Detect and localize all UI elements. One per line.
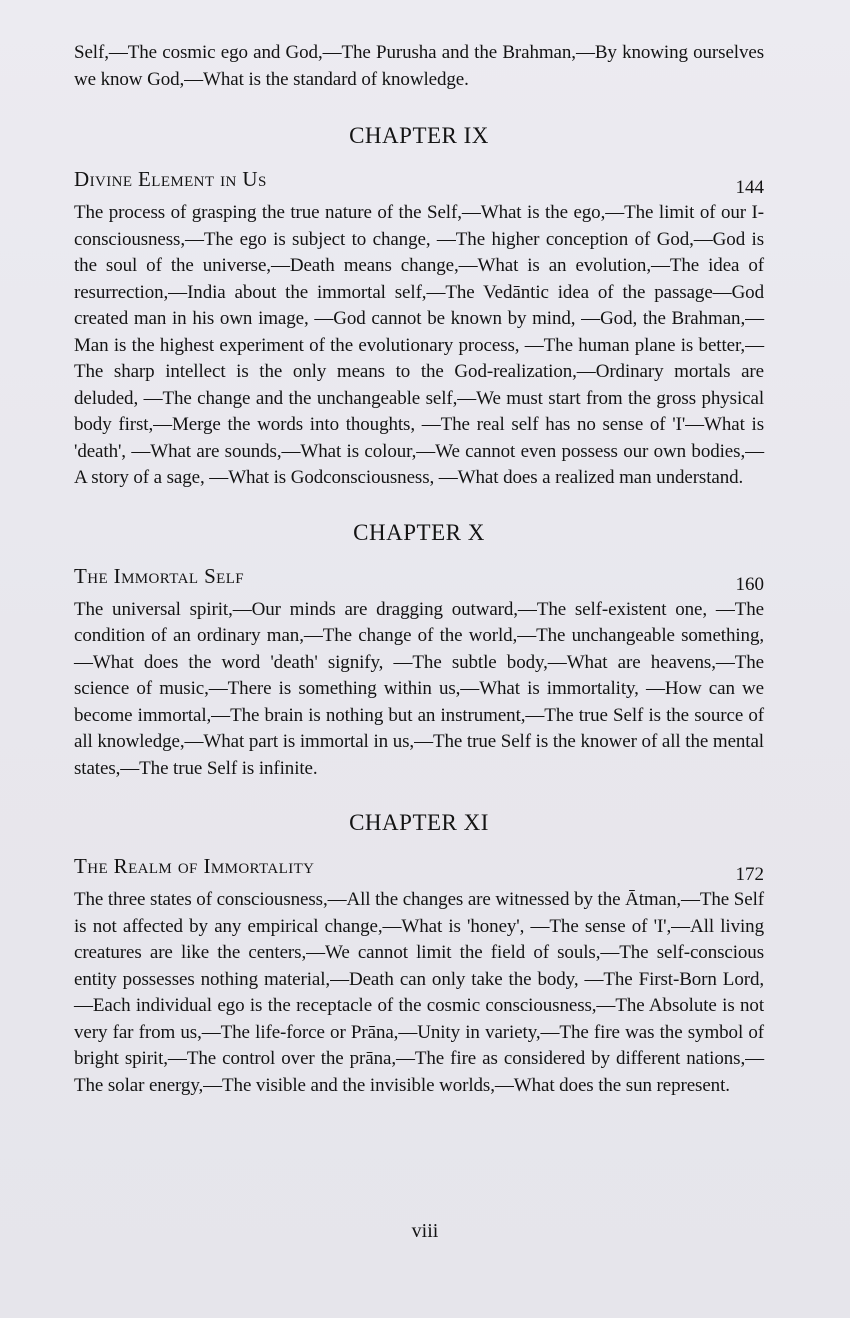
chapter-title: The Immortal Self — [74, 563, 245, 588]
chapter-title: Divine Element in Us — [74, 167, 267, 191]
chapter-summary: The universal spirit,—Our minds are dragging outward,—The self-existent one, —The condition of an ordinary man,—The change of the world,—The unchangeable something, —What does the word 'death' signify, —The subtle body,—What are heavens,—The science of music,—There is something within us,—What is immortality, —How can we become immortal,—The brain is nothing but an instrument,—The true Self is the source of all knowledge,—What part is immortal in us,—The true Self is the knower of all the mental states,—The true Self is infinite. — [74, 598, 764, 779]
chapter-title-row — [74, 167, 764, 198]
chapter-summary: The process of grasping the true nature of the Self,—What is the ego,—The limit of our I-consciousness,—The ego is subject to change, —The higher conception of God,—God is the soul of the universe,—Death means change,—What is an evolution,—The idea of resurrection,—India about the immortal self,—The Vedāntic idea of the passage—God created man in his own image, —God cannot be known by mind, —God, the Brahman,—Man is the highest experiment of the evolutionary process, —The human plane is better,—The sharp intellect is the only means to the God-realization,—Ordinary mortals are deluded, —The change and the unchangeable self,—We must start from the gross physical body first,—Merge the words into thoughts, —The real self has no sense of 'I'—What is 'death', —What are sounds,—What is colour,—We cannot even possess our own bodies,—A story of a sage, —What is Godconsciousness, —What does a realized man understand. — [74, 202, 764, 488]
intro-paragraph: Self,—The cosmic ego and God,—The Purusha and the Brahman,—By knowing ourselves we know God,—What is the standard of knowledge. — [74, 42, 764, 90]
chapter-heading: CHAPTER X — [353, 519, 485, 545]
chapter-page-ref: 172 — [735, 864, 764, 885]
chapter-heading: CHAPTER IX — [349, 123, 489, 148]
chapter-page-ref: 160 — [735, 573, 764, 595]
page-content — [74, 40, 764, 1125]
page-number: viii — [411, 1220, 439, 1242]
chapter-x — [74, 518, 764, 783]
chapter-page-ref: 144 — [735, 177, 764, 198]
chapter-title-row — [74, 854, 764, 885]
chapter-title-row — [74, 563, 764, 595]
chapter-xi — [74, 808, 764, 1099]
chapter-ix — [74, 121, 764, 492]
chapter-heading: CHAPTER XI — [349, 810, 489, 835]
chapter-title: The Realm of Immortality — [74, 854, 315, 878]
chapter-summary: The three states of consciousness,—All the changes are witnessed by the Ātman,—The Self is not affected by any empirical change,—What is 'honey', —The sense of 'I',—All living creatures are like the centers,—We cannot limit the field of souls,—The self-conscious entity possesses nothing material,—Death can only take the body, —The First-Born Lord,—Each individual ego is the receptacle of the cosmic consciousness,—The Absolute is not very far from us,—The life-force or Prāna,—Unity in variety,—The fire was the symbol of bright spirit,—The control over the prāna,—The fire as considered by different nations,—The solar energy,—The visible and the invisible worlds,—What does the sun represent. — [74, 889, 764, 1096]
